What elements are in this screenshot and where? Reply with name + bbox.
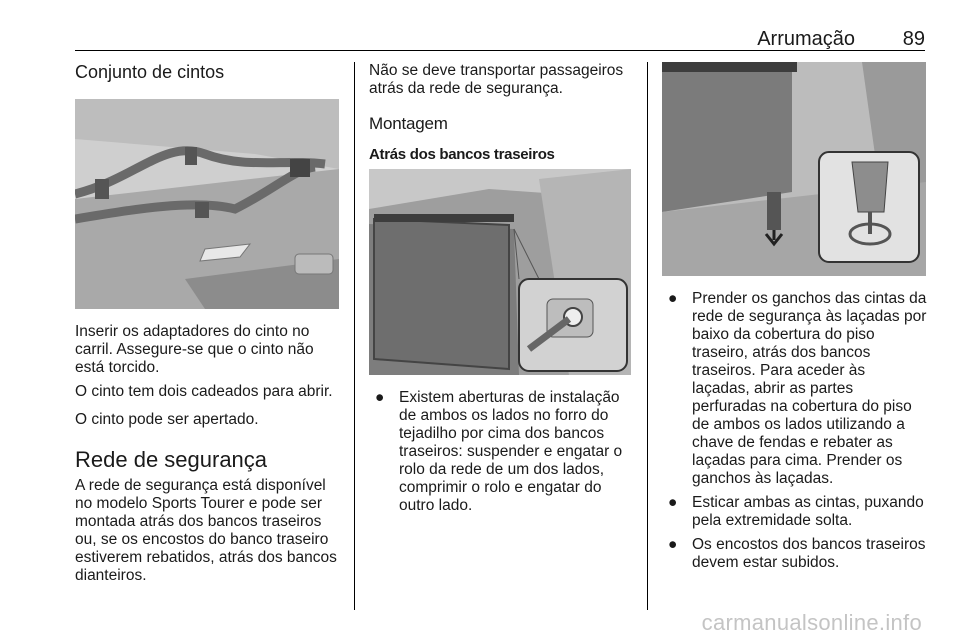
heading-belt-set: Conjunto de cintos: [75, 62, 225, 82]
list-item: [662, 290, 927, 488]
bullet-text: Prender os ganchos das cintas da rede de segurança às laçadas por baixo da cobertura do piso traseiro, atrás dos bancos traseiros. Para aceder às laçadas, abrir as partes perfuradas na cobertura do piso de ambos os lados utilizando a chave de fendas e rebater as laçadas para cima. Prender os ganchos às laçadas.: [692, 290, 927, 487]
bullet-icon: ●: [375, 389, 385, 406]
illustration-strap-hooks: [662, 62, 926, 276]
bullet-icon: ●: [668, 536, 678, 553]
paragraph-no-passengers: Não se deve transportar passageiros atrás da rede de segurança.: [369, 62, 624, 97]
paragraph-safety-net: A rede de segurança está disponível no modelo Sports Tourer e pode ser montada atrás dos bancos traseiros ou, se os encostos do banco traseiro estiverem rebatidos, atrás dos bancos dianteiros.: [75, 477, 337, 584]
figure-strap-hooks: [662, 62, 926, 276]
column-divider-1: [354, 62, 355, 610]
paragraph-tighten: O cinto pode ser apertado.: [75, 411, 259, 428]
list-item: [662, 494, 927, 530]
column-1: [75, 62, 340, 585]
bullet-list-col3: [662, 290, 927, 572]
page-header: [75, 20, 925, 51]
column-2: [369, 62, 634, 515]
bullet-text: Existem aberturas de instalação de ambos os lados no forro do tejadilho por cima dos bancos traseiros: suspender e engatar o rolo da rede de um dos lados, comprimir o rolo e engatar do outro lado.: [399, 389, 623, 514]
section-title: Arrumação: [757, 28, 855, 50]
heading-safety-net: Rede de segurança: [75, 447, 268, 472]
bullet-icon: ●: [668, 494, 678, 511]
figure-net-roller: [369, 169, 631, 375]
illustration-belt-set: [75, 99, 339, 309]
bullet-text: Os encostos dos bancos traseiros devem estar subidos.: [692, 536, 926, 571]
bullet-list-col2: [369, 389, 634, 515]
figure-belt-set: [75, 99, 339, 309]
watermark: carmanualsonline.info: [701, 610, 922, 635]
heading-assembly: Montagem: [369, 114, 448, 133]
paragraph-insert-adapters: Inserir os adaptadores do cinto no carril. Assegure-se que o cinto não está torcido.: [75, 323, 314, 376]
paragraph-two-locks: O cinto tem dois cadeados para abrir.: [75, 383, 333, 400]
bullet-text: Esticar ambas as cintas, puxando pela extremidade solta.: [692, 494, 924, 529]
page-number: 89: [902, 28, 925, 50]
column-3: [662, 62, 927, 572]
column-divider-2: [647, 62, 648, 610]
subheading-behind-rear-seats: Atrás dos bancos traseiros: [369, 146, 555, 163]
list-item: [369, 389, 634, 515]
illustration-net-roller: [369, 169, 631, 375]
bullet-icon: ●: [668, 290, 678, 307]
list-item: [662, 536, 927, 572]
